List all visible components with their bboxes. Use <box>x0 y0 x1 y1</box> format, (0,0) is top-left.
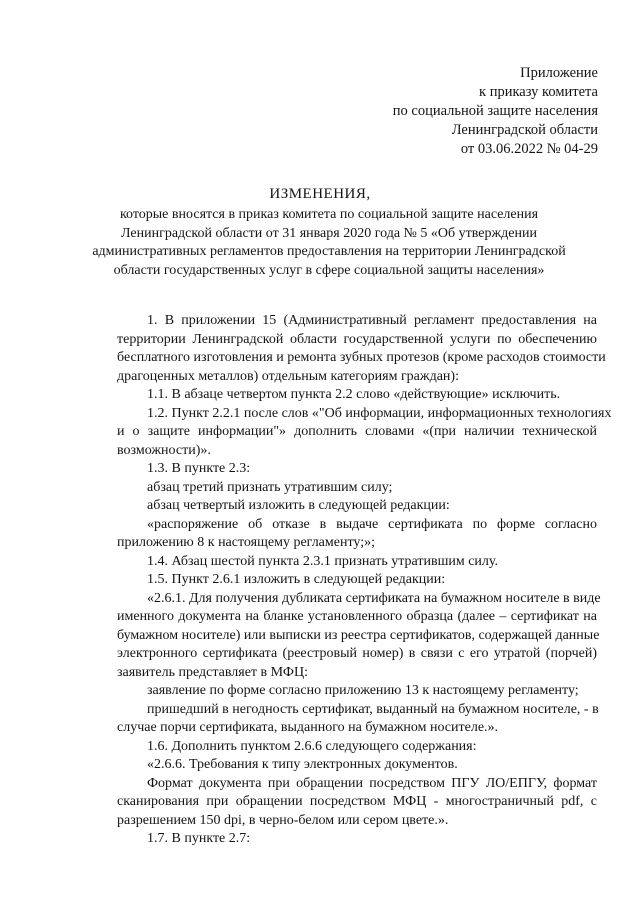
paragraph-format <box>117 775 597 831</box>
text-line: возможности)». <box>117 442 211 458</box>
paragraph-1-2 <box>117 405 612 461</box>
paragraph-1 <box>117 312 606 386</box>
text-line: «2.6.6. Требования к типу электронных документов. <box>147 757 458 772</box>
text-line: пришедший в негодность сертификат, выданный на бумажном носителе, - в <box>147 701 599 717</box>
text-line: и о защите информации"» дополнить словами «(при наличии технической <box>117 424 597 439</box>
paragraph-1-5 <box>117 571 597 590</box>
subtitle-line: которые вносятся в приказ комитета по социальной защите населения <box>119 207 539 222</box>
appendix-label: Приложение <box>520 65 598 81</box>
text-line: драгоценных металлов) отдельным категориям граждан): <box>117 368 459 384</box>
text-line: заявитель представляет в МФЦ: <box>117 664 308 680</box>
text-line: приложению 8 к настоящему регламенту;»; <box>117 535 375 550</box>
paragraph-quote-1 <box>117 516 597 553</box>
document-title: ИЗМЕНЕНИЯ, <box>269 186 371 202</box>
text-line: бесплатного изготовления и ремонта зубных протезов (кроме расходов стоимости <box>117 350 606 365</box>
document-body <box>117 312 612 849</box>
text-line: 1.6. Дополнить пунктом 2.6.6 следующего содержания: <box>147 738 477 754</box>
text-line: Формат документа при обращении посредством ПГУ ЛО/ЕПГУ, формат <box>147 775 597 791</box>
text-line: абзац четвертый изложить в следующей редакции: <box>147 498 450 513</box>
paragraph-1-4 <box>117 553 597 572</box>
text-line: 1. В приложении 15 (Административный регламент предоставления на <box>147 313 597 328</box>
paragraph-abzac-4 <box>117 497 597 516</box>
text-line: 1.3. В пункте 2.3: <box>147 461 251 476</box>
text-line: «2.6.1. Для получения дубликата сертификата на бумажном носителе в виде <box>147 590 601 606</box>
text-line: сканирования при обращении посредством МФЦ - многостраничный pdf, с <box>117 794 597 809</box>
appendix-header <box>298 64 598 159</box>
text-line: абзац третий признать утратившим силу; <box>147 479 393 495</box>
paragraph-damaged-cert <box>117 701 597 738</box>
text-line: 1.7. В пункте 2.7: <box>147 831 251 846</box>
appendix-region: Ленинградской области <box>451 122 598 138</box>
text-line: именного документа на бланке установленного образца (далее – сертификат на <box>117 609 597 624</box>
paragraph-1-6 <box>117 738 597 757</box>
text-line: заявление по форме согласно приложению 13 к настоящему регламенту; <box>147 683 579 698</box>
subtitle-line: Ленинградской области от 31 января 2020 года № 5 «Об утверждении <box>121 225 537 241</box>
text-line: случае порчи сертификата, выданного на бумажном носителе.». <box>117 720 499 735</box>
appendix-order-ref: к приказу комитета <box>479 84 598 100</box>
paragraph-application <box>117 682 597 701</box>
text-line: территории Ленинградской области государственной услуги по обеспечению <box>117 331 597 347</box>
paragraph-2-6-1 <box>117 590 601 683</box>
subtitle-line: административных регламентов предоставления на территории Ленинградской <box>92 244 566 259</box>
appendix-committee: по социальной защите населения <box>392 103 598 119</box>
text-line: бумажном носителе) или выписки из реестра сертификатов, содержащей данные <box>117 627 600 643</box>
text-line: 1.1. В абзаце четвертом пункта 2.2 слово «действующие» исключить. <box>147 387 561 402</box>
text-line: электронного сертификата (реестровый номер) в связи с его утратой (порчей) <box>117 646 597 661</box>
text-line: 1.2. Пункт 2.2.1 после слов «"Об информации, информационных технологиях <box>147 405 612 421</box>
paragraph-1-3 <box>117 460 597 479</box>
document-subtitle <box>90 206 568 280</box>
paragraph-1-7 <box>117 830 597 849</box>
text-line: 1.4. Абзац шестой пункта 2.3.1 признать утратившим силу. <box>147 553 498 569</box>
paragraph-2-6-6 <box>117 756 597 775</box>
paragraph-abzac-3 <box>117 479 597 498</box>
subtitle-line: области государственных услуг в сфере социальной защиты населения» <box>113 262 545 278</box>
paragraph-1-1 <box>117 386 597 405</box>
text-line: «распоряжение об отказе в выдаче сертификата по форме согласно <box>147 516 597 532</box>
text-line: 1.5. Пункт 2.6.1 изложить в следующей редакции: <box>147 572 446 587</box>
appendix-date-number: от 03.06.2022 № 04-29 <box>460 141 598 157</box>
text-line: разрешением 150 dpi, в черно-белом или сером цвете.». <box>117 812 449 828</box>
